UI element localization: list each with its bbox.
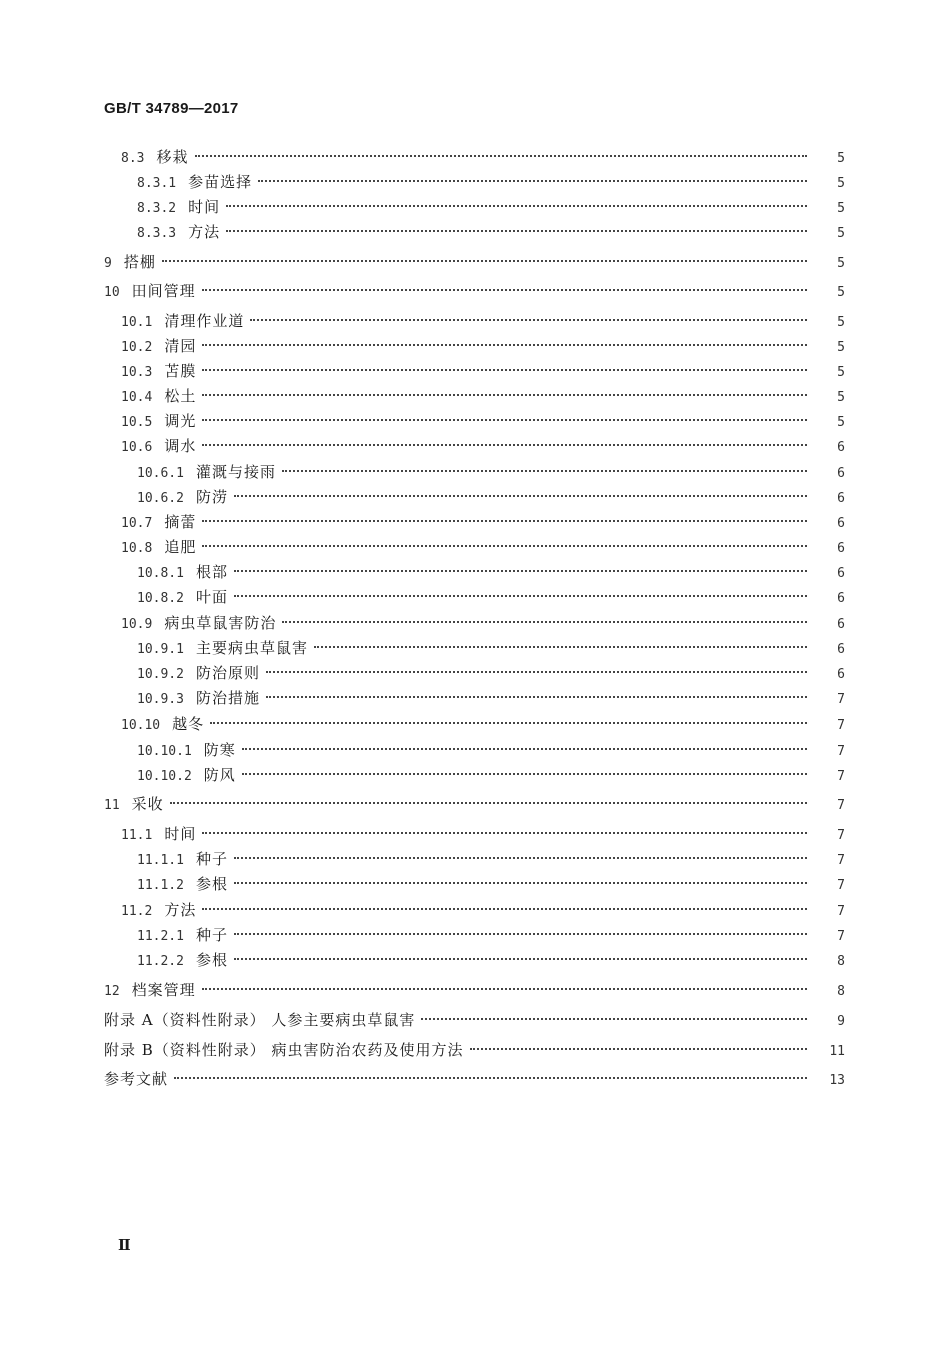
toc-entry-page-number: 5 (837, 176, 845, 191)
toc-entry-number: 11.1 (121, 828, 153, 843)
toc-entry-number: 10.10.2 (137, 769, 192, 784)
toc-entry-title: 种子 (195, 850, 228, 868)
toc-dot-leader (258, 180, 807, 182)
toc-entry-title: 防治原则 (195, 664, 260, 682)
toc-dot-leader (202, 444, 807, 446)
toc-entry-page-number: 5 (837, 226, 845, 241)
toc-entry-title: 摘蕾 (164, 513, 197, 531)
toc-entry-page-number: 6 (837, 642, 845, 657)
toc-entry-number: 10.9.1 (137, 642, 184, 657)
toc-entry[interactable] (121, 712, 845, 736)
toc-entry-title: 调光 (164, 412, 197, 430)
toc-dot-leader (234, 933, 807, 935)
toc-entry-page-number: 11 (829, 1044, 845, 1059)
toc-dot-leader (242, 748, 807, 750)
toc-dot-leader (174, 1077, 807, 1079)
toc-entry[interactable] (121, 822, 845, 846)
toc-entry-title: 参考文献 (104, 1070, 169, 1088)
toc-dot-leader (162, 260, 807, 262)
toc-entry-title: 病虫草鼠害防治 (164, 614, 277, 632)
toc-entry-page-number: 6 (837, 617, 845, 632)
toc-entry-title: 越冬 (172, 715, 205, 733)
toc-entry-title: 叶面 (195, 588, 228, 606)
toc-entry-number: 8.3.2 (137, 201, 177, 216)
toc-entry-page-number: 6 (837, 591, 845, 606)
toc-entry-title: 移栽 (156, 148, 189, 166)
toc-entry[interactable] (121, 309, 845, 333)
toc-entry-page-number: 7 (837, 904, 845, 919)
toc-entry-page-number: 6 (837, 516, 845, 531)
toc-dot-leader (314, 646, 807, 648)
toc-entry-number: 10.5 (121, 415, 153, 430)
toc-entry-number: 10.8 (121, 541, 153, 556)
toc-entry-page-number: 6 (837, 440, 845, 455)
toc-entry[interactable] (137, 923, 845, 947)
toc-entry-page-number: 7 (837, 744, 845, 759)
toc-entry-page-number: 6 (837, 466, 845, 481)
toc-entry-title: 采收 (131, 795, 164, 813)
toc-entry-page-number: 6 (837, 491, 845, 506)
toc-entry[interactable] (137, 847, 845, 871)
toc-entry-title: 调水 (164, 437, 197, 455)
toc-entry-page-number: 5 (837, 315, 845, 330)
toc-entry-page-number: 7 (837, 853, 845, 868)
toc-entry-title: 防治措施 (195, 689, 260, 707)
toc-entry-title: 参根 (195, 951, 228, 969)
toc-entry[interactable] (121, 359, 845, 383)
toc-entry-number: 10.6 (121, 440, 153, 455)
toc-dot-leader (202, 289, 807, 291)
toc-dot-leader (195, 155, 808, 157)
toc-entry-page-number: 5 (837, 256, 845, 271)
toc-entry[interactable] (137, 585, 845, 609)
toc-entry[interactable] (104, 792, 845, 816)
toc-entry[interactable] (121, 334, 845, 358)
toc-dot-leader (234, 882, 807, 884)
toc-entry-number: 8.3 (121, 151, 145, 166)
toc-dot-leader (234, 958, 807, 960)
toc-entry-page-number: 6 (837, 667, 845, 682)
toc-entry-title: 时间 (188, 198, 221, 216)
toc-entry-page-number: 6 (837, 541, 845, 556)
toc-dot-leader (234, 857, 807, 859)
toc-entry[interactable] (121, 898, 845, 922)
toc-entry-page-number: 7 (837, 718, 845, 733)
toc-entry-title: 防涝 (195, 488, 228, 506)
toc-entry-page-number: 5 (837, 390, 845, 405)
toc-entry-page-number: 5 (837, 340, 845, 355)
toc-dot-leader (202, 908, 807, 910)
toc-entry-number: 11.1.1 (137, 853, 184, 868)
toc-entry[interactable] (121, 535, 845, 559)
toc-entry[interactable] (137, 485, 845, 509)
toc-entry[interactable] (121, 434, 845, 458)
toc-entry-title: 时间 (164, 825, 197, 843)
toc-entry-page-number: 7 (837, 929, 845, 944)
toc-dot-leader (210, 722, 807, 724)
toc-dot-leader (202, 832, 807, 834)
toc-entry-page-number: 5 (837, 201, 845, 216)
toc-entry-number: 10.4 (121, 390, 153, 405)
toc-entry-title: 防风 (203, 766, 236, 784)
toc-dot-leader (202, 369, 807, 371)
toc-entry-number: 10.6.2 (137, 491, 184, 506)
toc-entry-title: 档案管理 (131, 981, 196, 999)
toc-dot-leader (470, 1048, 807, 1050)
toc-entry[interactable] (104, 978, 845, 1002)
toc-entry[interactable] (121, 611, 845, 635)
toc-entry-number: 11.2.1 (137, 929, 184, 944)
toc-entry-title: 松土 (164, 387, 197, 405)
toc-entry-page-number: 8 (837, 954, 845, 969)
toc-entry-number: 10.6.1 (137, 466, 184, 481)
toc-dot-leader (234, 495, 807, 497)
toc-entry-title: 灌溉与接雨 (195, 463, 276, 481)
toc-entry[interactable] (137, 220, 845, 244)
toc-entry-number: 10.10 (121, 718, 161, 733)
toc-entry-number: 10.9 (121, 617, 153, 632)
toc-dot-leader (242, 773, 807, 775)
toc-entry-page-number: 7 (837, 878, 845, 893)
toc-entry[interactable] (137, 560, 845, 584)
toc-entry-number: 11.2.2 (137, 954, 184, 969)
toc-entry-number: 10 (104, 285, 120, 300)
toc-dot-leader (250, 319, 807, 321)
toc-entry-title: 附录 B（资料性附录） 病虫害防治农药及使用方法 (104, 1041, 464, 1059)
toc-entry-title: 清理作业道 (164, 312, 245, 330)
toc-entry-number: 9 (104, 256, 112, 271)
toc-dot-leader (202, 394, 807, 396)
toc-entry-page-number: 7 (837, 769, 845, 784)
toc-dot-leader (226, 205, 807, 207)
toc-entry[interactable] (104, 250, 845, 274)
toc-entry-page-number: 7 (837, 692, 845, 707)
toc-entry-number: 10.2 (121, 340, 153, 355)
toc-entry[interactable] (121, 384, 845, 408)
toc-entry[interactable] (121, 409, 845, 433)
toc-dot-leader (202, 988, 807, 990)
toc-entry-title: 根部 (195, 563, 228, 581)
toc-entry-page-number: 7 (837, 828, 845, 843)
toc-entry-page-number: 7 (837, 798, 845, 813)
toc-entry[interactable] (104, 1038, 845, 1062)
toc-entry-title: 追肥 (164, 538, 197, 556)
toc-entry-number: 10.9.3 (137, 692, 184, 707)
toc-entry[interactable] (104, 1008, 845, 1032)
toc-entry-page-number: 13 (829, 1073, 845, 1088)
toc-dot-leader (266, 671, 807, 673)
toc-entry-title: 种子 (195, 926, 228, 944)
toc-entry[interactable] (137, 686, 845, 710)
toc-dot-leader (226, 230, 807, 232)
toc-dot-leader (202, 545, 807, 547)
toc-entry-title: 苫膜 (164, 362, 197, 380)
toc-entry[interactable] (121, 145, 845, 169)
toc-entry-number: 11 (104, 798, 120, 813)
toc-entry-title: 参苗选择 (188, 173, 253, 191)
toc-entry[interactable] (104, 1067, 845, 1091)
toc-entry[interactable] (137, 763, 845, 787)
toc-entry[interactable] (137, 738, 845, 762)
toc-entry-title: 田间管理 (131, 282, 196, 300)
toc-dot-leader (282, 470, 807, 472)
toc-entry-number: 10.9.2 (137, 667, 184, 682)
toc-dot-leader (234, 595, 807, 597)
toc-entry[interactable] (137, 636, 845, 660)
toc-entry-title: 参根 (195, 875, 228, 893)
toc-entry[interactable] (137, 195, 845, 219)
toc-dot-leader (282, 621, 807, 623)
toc-entry-title: 搭棚 (123, 253, 156, 271)
toc-entry-page-number: 5 (837, 151, 845, 166)
toc-dot-leader (421, 1018, 807, 1020)
toc-entry-number: 8.3.1 (137, 176, 177, 191)
toc-entry-page-number: 5 (837, 415, 845, 430)
toc-entry-title: 方法 (188, 223, 221, 241)
toc-entry[interactable] (121, 510, 845, 534)
toc-entry-page-number: 8 (837, 984, 845, 999)
toc-entry-page-number: 6 (837, 566, 845, 581)
toc-entry-number: 12 (104, 984, 120, 999)
toc-dot-leader (202, 344, 807, 346)
toc-entry-number: 10.1 (121, 315, 153, 330)
standard-number-header: GB/T 34789—2017 (104, 100, 239, 117)
toc-entry-number: 11.1.2 (137, 878, 184, 893)
toc-entry-title: 方法 (164, 901, 197, 919)
toc-entry-number: 10.8.2 (137, 591, 184, 606)
toc-entry[interactable] (137, 460, 845, 484)
toc-dot-leader (202, 419, 807, 421)
toc-dot-leader (234, 570, 807, 572)
toc-entry-number: 10.3 (121, 365, 153, 380)
toc-dot-leader (266, 696, 807, 698)
toc-entry-number: 10.8.1 (137, 566, 184, 581)
toc-entry-title: 附录 A（资料性附录） 人参主要病虫草鼠害 (104, 1011, 416, 1029)
toc-entry-number: 11.2 (121, 904, 153, 919)
toc-entry[interactable] (104, 279, 845, 303)
toc-dot-leader (170, 802, 807, 804)
toc-entry-number: 10.7 (121, 516, 153, 531)
toc-entry-page-number: 9 (837, 1014, 845, 1029)
toc-entry-number: 10.10.1 (137, 744, 192, 759)
toc-entry[interactable] (137, 948, 845, 972)
toc-entry-title: 清园 (164, 337, 197, 355)
toc-entry-number: 8.3.3 (137, 226, 177, 241)
toc-entry-title: 防寒 (203, 741, 236, 759)
page-folio: Ⅱ (118, 1238, 131, 1254)
toc-dot-leader (202, 520, 807, 522)
toc-entry-page-number: 5 (837, 365, 845, 380)
toc-entry-page-number: 5 (837, 285, 845, 300)
toc-entry[interactable] (137, 661, 845, 685)
toc-entry[interactable] (137, 170, 845, 194)
toc-entry-title: 主要病虫草鼠害 (195, 639, 308, 657)
toc-entry[interactable] (137, 872, 845, 896)
